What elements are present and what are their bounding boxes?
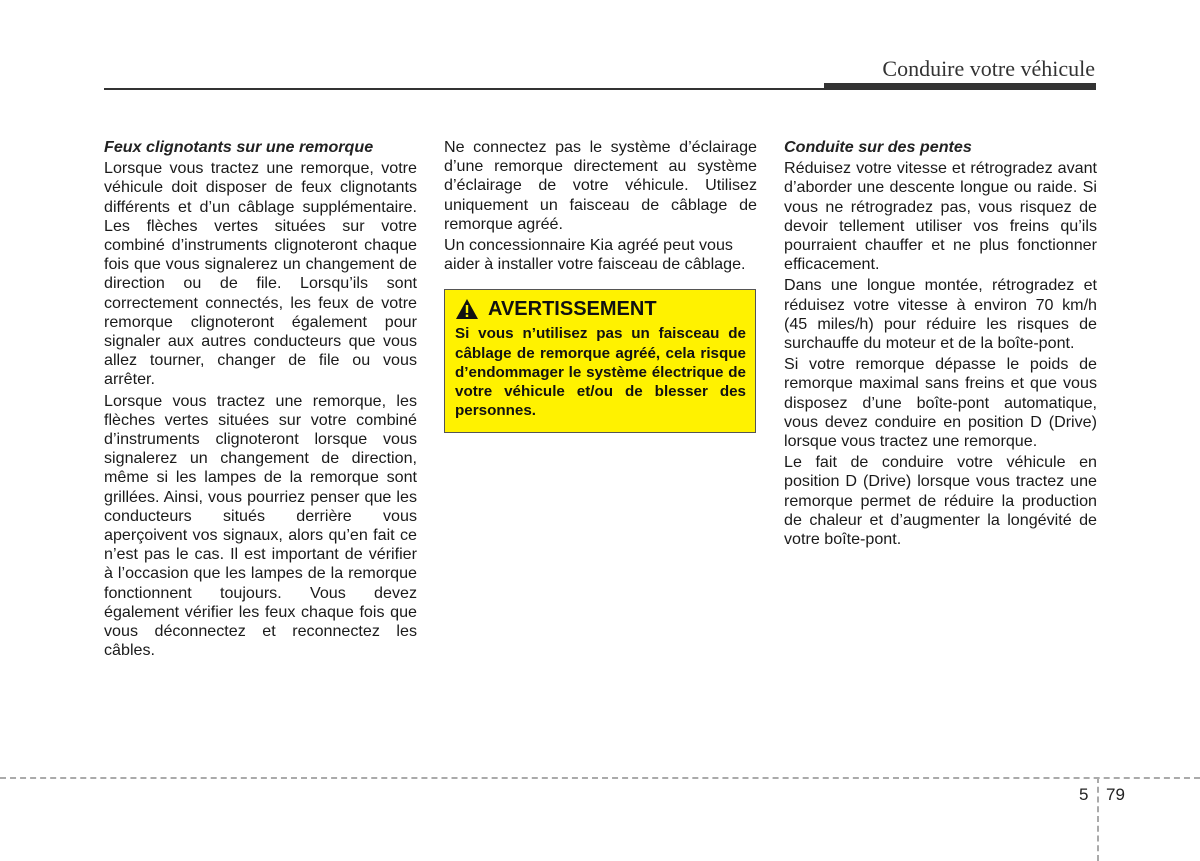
paragraph: Réduisez votre vitesse et rétrogradez avant d’aborder une descente longue ou raide. Si vous ne rétrogradez pas, vous risquez de devoir tellement utiliser vos freins qu’ils pourraient chauffer et ne plus fonctionner efficacement.	[784, 159, 1097, 274]
footer-divider	[0, 777, 1200, 779]
footer-divider-vertical	[1097, 777, 1099, 861]
warning-header	[455, 298, 746, 320]
heading-slopes: Conduite sur des pentes	[784, 138, 972, 156]
chapter-number: 5	[1079, 785, 1089, 804]
paragraph: Un concessionnaire Kia agréé peut vous aider à installer votre faisceau de câblage.	[444, 236, 746, 274]
column-right	[784, 138, 1097, 551]
page-number: 79	[1106, 785, 1125, 804]
warning-box	[444, 289, 756, 433]
warning-triangle-icon	[455, 298, 479, 320]
paragraph: Ne connectez pas le système d’éclairage d’une remorque directement au système d’éclairage de votre véhicule. Utilisez uniquement un faisceau de câblage de remorque agréé.	[444, 138, 757, 233]
paragraph: Lorsque vous tractez une remorque, les flèches vertes situées sur votre combiné d’instruments clignoteront lorsque vous signalerez un changement de direction, même si les lampes de la remorque sont grillées. Ainsi, vous pourriez penser que les conducteurs situés derrière vous aperçoivent vos signaux, alors qu’en fait ce n’est pas le cas. Il est important de vérifier à l’occasion que les lampes de la remorque fonctionnent toujours. Vous devez également vérifier les feux chaque fois que vous déconnectez et reconnectez les câbles.	[104, 391, 417, 660]
section-title: Conduire votre véhicule	[882, 56, 1095, 81]
warning-title: AVERTISSEMENT	[488, 297, 657, 320]
warning-text: Si vous n’utilisez pas un faisceau de câblage de remorque agréé, cela risque d’endommager le système électrique de votre véhicule et/ou de blesser des personnes.	[455, 325, 746, 420]
paragraph: Le fait de conduire votre véhicule en position D (Drive) lorsque vous tractez une remorque permet de réduire la production de chaleur et d’augmenter la longévité de votre boîte-pont.	[784, 453, 1097, 549]
paragraph: Dans une longue montée, rétrogradez et réduisez votre vitesse à environ 70 km/h (45 miles/h) pour réduire les risques de surchauffe du moteur et de la boîte-pont.	[784, 276, 1097, 353]
header-rule	[104, 88, 826, 90]
paragraph: Si votre remorque dépasse le poids de remorque maximal sans freins et que vous disposez d’une boîte-pont automatique, vous devez conduire en position D (Drive) lorsque vous tractez une remorque.	[784, 355, 1097, 451]
header-rule-accent	[824, 83, 1096, 90]
heading-trailer-signals: Feux clignotants sur une remorque	[104, 138, 374, 156]
column-middle	[444, 138, 757, 433]
paragraph: Lorsque vous tractez une remorque, votre véhicule doit disposer de feux clignotants différents et d’un câblage supplémentaire. Les flèches vertes situées sur votre combiné d’instruments clignoteront chaque fois que vous signalerez un changement de direction ou de file. Lorsqu’ils sont correctement connectés, les feux de votre remorque clignoteront également pour signaler aux autres conducteurs que vous allez tourner, changer de file ou vous arrêter.	[104, 159, 417, 389]
column-left	[104, 138, 417, 662]
